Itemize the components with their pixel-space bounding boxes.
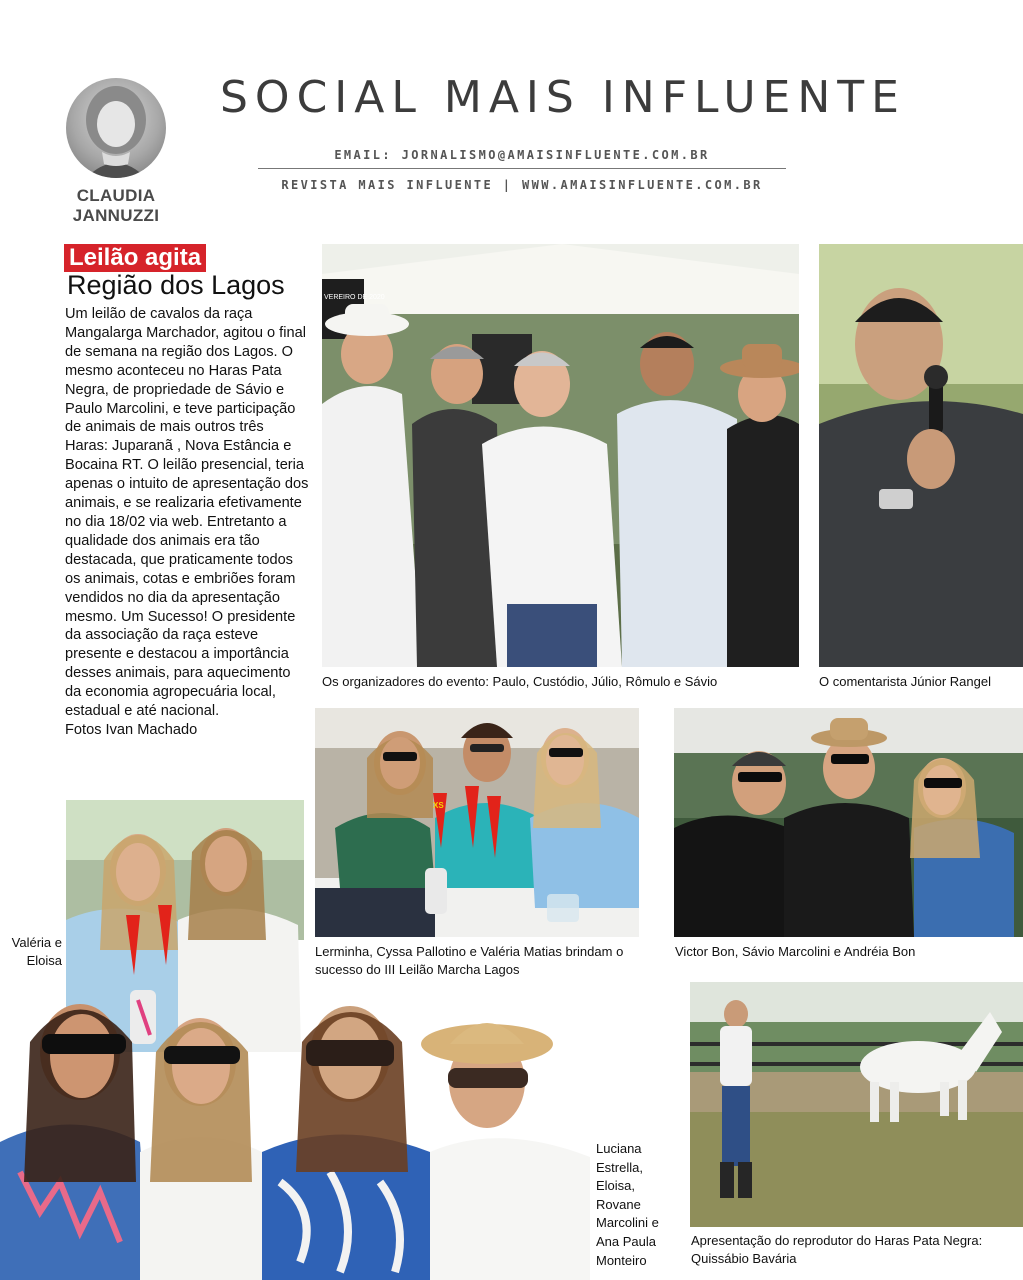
photo-organizers [322, 244, 799, 667]
photo-trio [674, 708, 1023, 937]
caption-four-women: Luciana Estrella, Eloisa, Rovane Marcolini e Ana Paula Monteiro [596, 1141, 659, 1268]
article-paragraph: Um leilão de cavalos da raça Mangalarga Marchador, agitou o final de semana na região dos Lagos. O mesmo aconteceu no Haras Pata Negra, de propriedade de Sávio e Paulo Marcolini, e teve participação de animais de mais outros três Haras: Juparanã , Nova Estância e Bocaina RT. O leilão presencial, teria apenas o intuito de apresentação dos animais, e se realizaria efetivamente no dia 18/02 via web. Entretanto a qualidade dos animais era tão destacada, que praticamente todos os animais, cotas e embriões foram vendidos no dia da apresentação mesmo. Um Sucesso! O presidente da associação da raça esteve presente e destacou a importância desses animais, para aquecimento da economia agropecuária local, estadual e até nacional. [65, 306, 309, 720]
caption-trio: Victor Bon, Sávio Marcolini e Andréia Bon [675, 944, 916, 959]
woman-luciana [0, 1004, 150, 1280]
caption-commentator: O comentarista Júnior Rangel [819, 674, 991, 689]
photo-toast [315, 708, 639, 937]
caption-organizers: Os organizadores do evento: Paulo, Custódio, Júlio, Rômulo e Sávio [322, 674, 718, 689]
header-divider [258, 168, 786, 169]
woman-ana-paula [421, 1023, 590, 1280]
contact-email: EMAIL: JORNALISMO@AMAISINFLUENTE.COM.BR [334, 148, 710, 162]
photo-credit: Fotos Ivan Machado [65, 721, 198, 738]
banner-label: VEREIRO DE 2020 [324, 294, 385, 301]
cup-logo: XS [433, 801, 444, 810]
column-title: SOCIAL MAIS INFLUENTE [220, 72, 906, 123]
magazine-website: REVISTA MAIS INFLUENTE | WWW.AMAISINFLUENTE.COM.BR [281, 178, 763, 192]
author-portrait [66, 78, 166, 178]
article-headline: Região dos Lagos [67, 270, 285, 300]
photo-commentator [819, 244, 1023, 667]
article-body [65, 305, 310, 740]
caption-horse: Apresentação do reprodutor do Haras Pata Negra: Quissábio Bavária [691, 1233, 983, 1266]
caption-toast: Lerminha, Cyssa Pallotino e Valéria Matias brindam o sucesso do III Leilão Marcha Lagos [315, 944, 624, 977]
photo-horse [690, 982, 1023, 1227]
author-name: CLAUDIA JANNUZZI [72, 186, 160, 225]
woman-eloisa-2 [140, 1018, 265, 1280]
photo-four-women [0, 982, 590, 1280]
woman-rovane [262, 1006, 435, 1280]
article-kicker: Leilão agita [64, 244, 206, 272]
caption-valeria-eloisa: Valéria e Eloisa [11, 935, 62, 968]
